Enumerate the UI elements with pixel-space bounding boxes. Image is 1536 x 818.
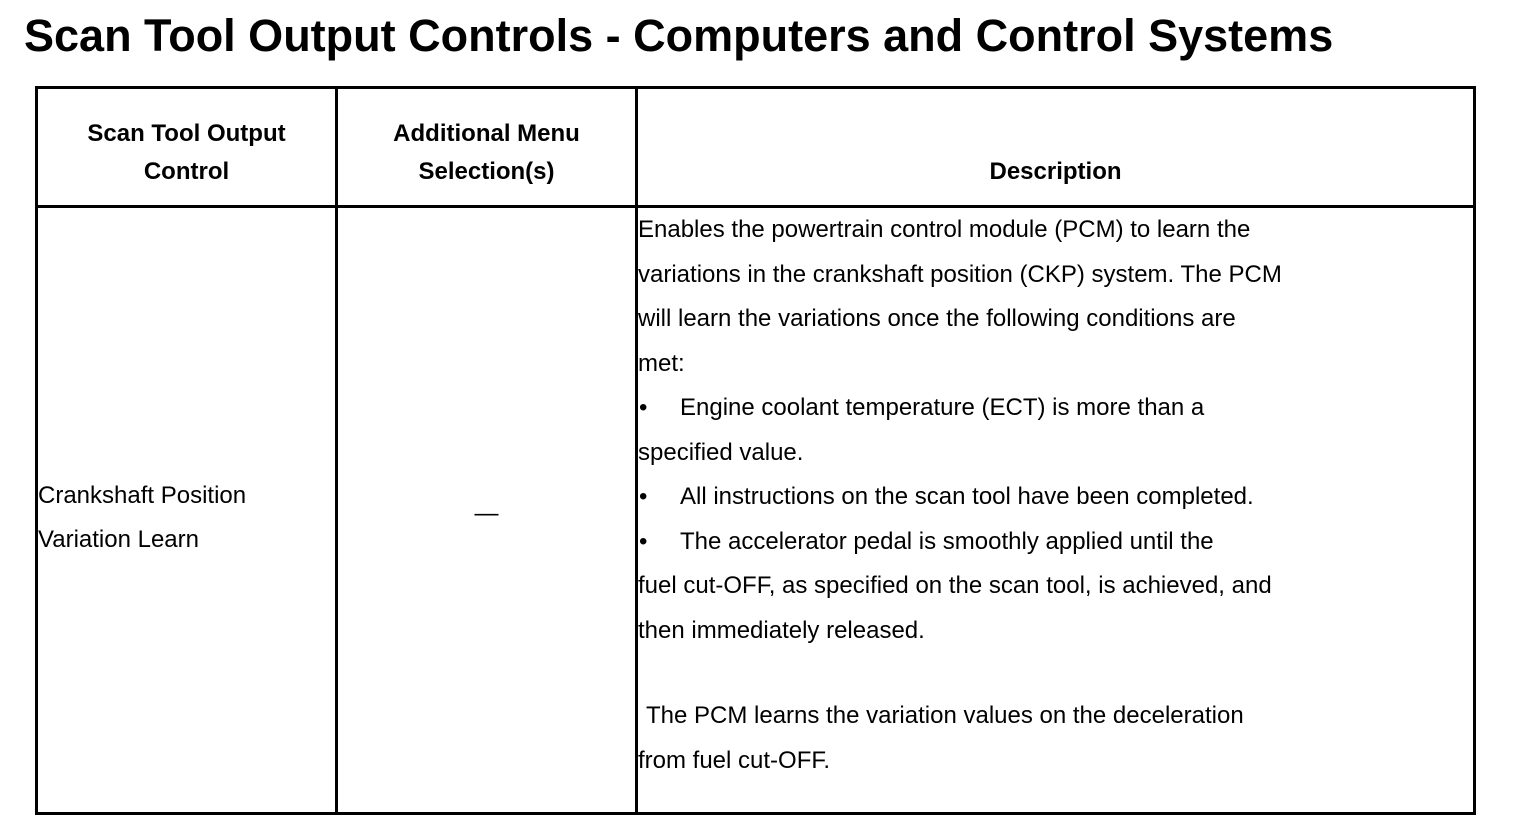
table-row — [37, 207, 1475, 814]
bullet-continuation: specified value. — [638, 438, 804, 466]
header-output-control — [37, 88, 337, 207]
description-line: Enables the powertrain control module (PCM) to learn the — [638, 216, 1251, 243]
condition-bullet-accelerator — [638, 520, 1473, 565]
bullet-text: The accelerator pedal is smoothly applied until the — [680, 527, 1214, 555]
paragraph-gap — [638, 653, 1473, 694]
header-description — [637, 88, 1475, 207]
bullet-continuation: then immediately released. — [638, 616, 925, 644]
bullet-icon: • — [639, 483, 648, 510]
condition-bullet-scan-tool — [638, 475, 1473, 520]
bullet-text: Engine coolant temperature (ECT) is more than a — [680, 394, 1205, 421]
additional-menu-cell — [337, 207, 637, 814]
header-description-label: Description — [989, 158, 1122, 185]
additional-menu-value: — — [474, 499, 499, 527]
output-control-cell — [37, 207, 337, 814]
description-line: variations in the crankshaft position (CKP) system. The PCM — [638, 260, 1282, 288]
table-header-row — [37, 88, 1475, 207]
bullet-text: All instructions on the scan tool have been completed. — [680, 483, 1254, 510]
output-control-name: Crankshaft Position Variation Learn — [38, 481, 247, 553]
description-line: will learn the variations once the following conditions are — [638, 305, 1236, 332]
header-additional-menu — [337, 88, 637, 207]
condition-bullet-ect — [638, 386, 1473, 431]
closing-line: The PCM learns the variation values on the deceleration — [646, 702, 1244, 729]
header-output-control-label: Scan Tool Output Control — [87, 120, 286, 185]
bullet-icon: • — [639, 527, 648, 555]
header-additional-menu-label: Additional Menu Selection(s) — [393, 120, 580, 185]
description-cell — [637, 207, 1475, 814]
closing-line: from fuel cut-OFF. — [638, 746, 831, 774]
page-title: Scan Tool Output Controls - Computers and Control Systems — [24, 10, 1334, 61]
output-controls-table — [35, 86, 1476, 815]
bullet-continuation: fuel cut-OFF, as specified on the scan tool, is achieved, and — [638, 572, 1272, 599]
bullet-icon: • — [639, 394, 648, 421]
description-line: met: — [638, 349, 685, 377]
